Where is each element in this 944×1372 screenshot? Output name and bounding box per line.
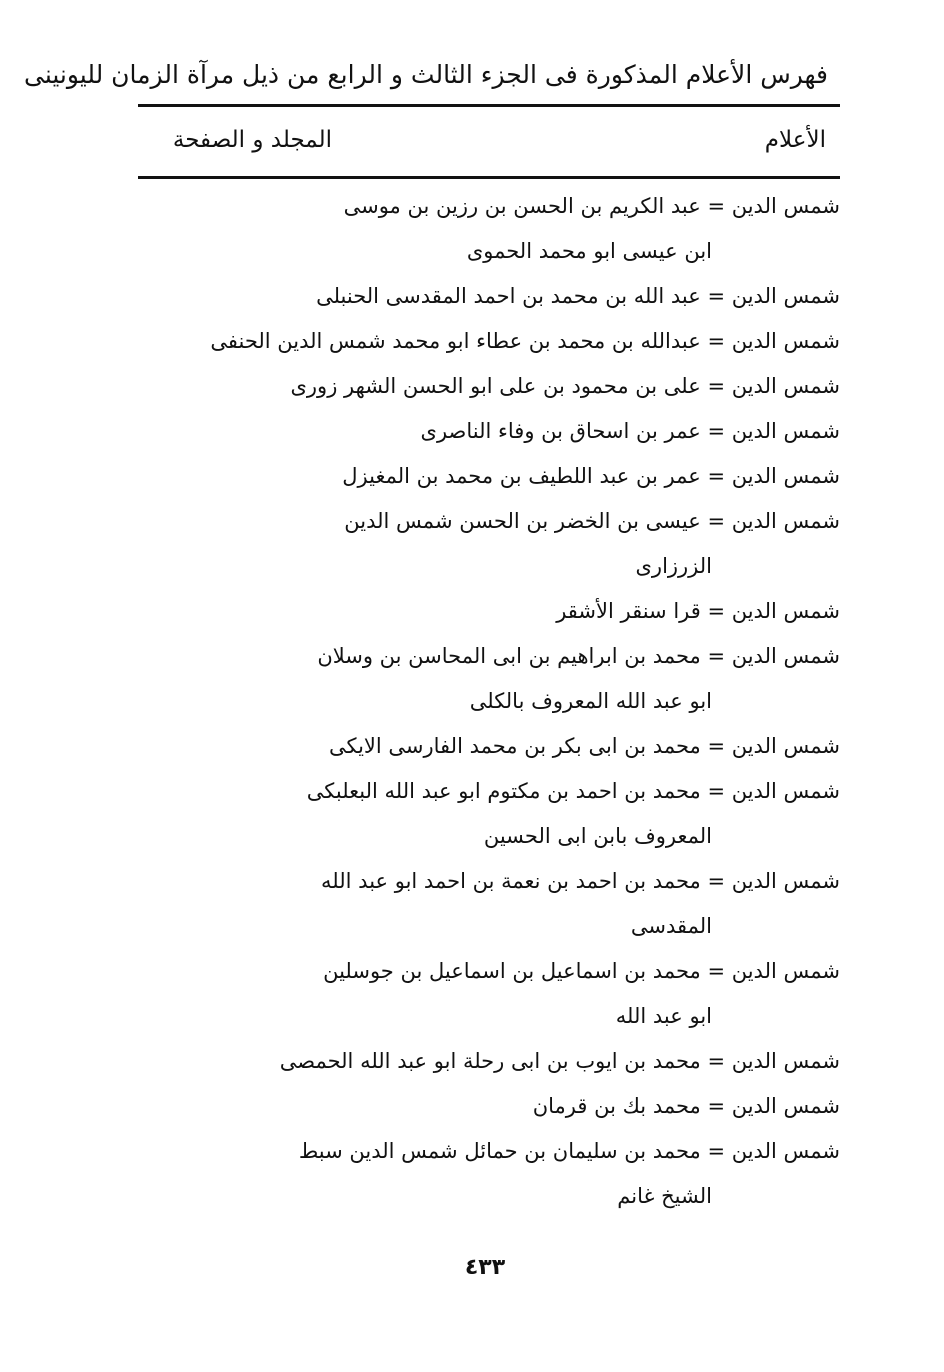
entry-line: شمس الدين = قرا سنقر الأشقر: [556, 599, 840, 623]
index-entry: [340, 184, 840, 274]
header-rule-bottom: [138, 176, 840, 179]
entry-continuation-line: ابو عبد الله: [615, 1004, 712, 1028]
index-entry: [279, 1039, 840, 1084]
entry-continuation-line: المقدسى: [630, 914, 712, 938]
entry-line: شمس الدين = عبدالله بن محمد بن عطاء ابو محمد شمس الدين الحنفى: [210, 329, 840, 353]
entry-continuation-line: الشيخ غانم: [617, 1184, 712, 1208]
entry-line: شمس الدين = عبد الكريم بن الحسن بن رزين بن موسى: [343, 194, 840, 218]
entry-continuation-line: المعروف بابن ابى الحسين: [483, 824, 712, 848]
page-number: ٤٣٣: [464, 1255, 506, 1280]
page-title: فهرس الأعلام المذكورة فى الجزء الثالث و الرابع من ذيل مرآة الزمان لليونينى: [24, 60, 828, 89]
index-entry: [210, 319, 840, 364]
index-entry: [323, 949, 840, 1039]
entry-line: شمس الدين = عمر بن اسحاق بن وفاء الناصرى: [420, 419, 840, 443]
entry-continuation-line: ابو عبد الله المعروف بالكلى: [469, 689, 712, 713]
entry-line: شمس الدين = عبد الله بن محمد بن احمد المقدسى الحنبلى: [316, 284, 840, 308]
entry-line: شمس الدين = محمد بن احمد بن نعمة بن احمد ابو عبد الله: [321, 869, 840, 893]
entry-line: شمس الدين = عمر بن عبد اللطيف بن محمد بن المغيزل: [342, 464, 840, 488]
entry-line: شمس الدين = محمد بن ابى بكر بن محمد الفارسى الايكى: [328, 734, 840, 758]
index-entry: [290, 364, 840, 409]
column-header-names: الأعلام: [764, 127, 826, 153]
index-entry: [340, 454, 840, 499]
index-entry: [328, 724, 840, 769]
entry-line: شمس الدين = محمد بن ابراهيم بن ابى المحاسن بن وسلان: [317, 644, 840, 668]
index-entry: [298, 1129, 840, 1219]
entry-continuation-line: ابن عيسى ابو محمد الحموى: [466, 239, 712, 263]
header-rule-top: [138, 104, 840, 107]
entry-line: شمس الدين = عيسى بن الخضر بن الحسن شمس الدين: [344, 509, 840, 533]
entry-line: شمس الدين = محمد بك بن قرمان: [532, 1094, 840, 1118]
index-entry: [306, 769, 840, 859]
column-header-volume-page: المجلد و الصفحة: [172, 127, 332, 153]
entry-line: شمس الدين = على بن محمود بن على ابو الحسن الشهر زورى: [290, 374, 840, 398]
entry-line: شمس الدين = محمد بن اسماعيل بن اسماعيل بن جوسلين: [323, 959, 840, 983]
index-entry: [340, 1084, 840, 1129]
index-entry: [316, 274, 840, 319]
index-entries-list: [210, 184, 840, 1219]
entry-line: شمس الدين = محمد بن سليمان بن حمائل شمس الدين سبط: [298, 1139, 840, 1163]
entry-line: شمس الدين = محمد بن احمد بن مكتوم ابو عبد الله البعلبكى: [306, 779, 840, 803]
index-entry: [321, 859, 840, 949]
index-entry: [317, 634, 840, 724]
entry-line: شمس الدين = محمد بن ايوب بن ابى رحلة ابو عبد الله الحمصى: [279, 1049, 840, 1073]
index-entry: [340, 409, 840, 454]
entry-continuation-line: الزرزارى: [635, 554, 712, 578]
index-entry: [340, 589, 840, 634]
index-entry: [340, 499, 840, 589]
